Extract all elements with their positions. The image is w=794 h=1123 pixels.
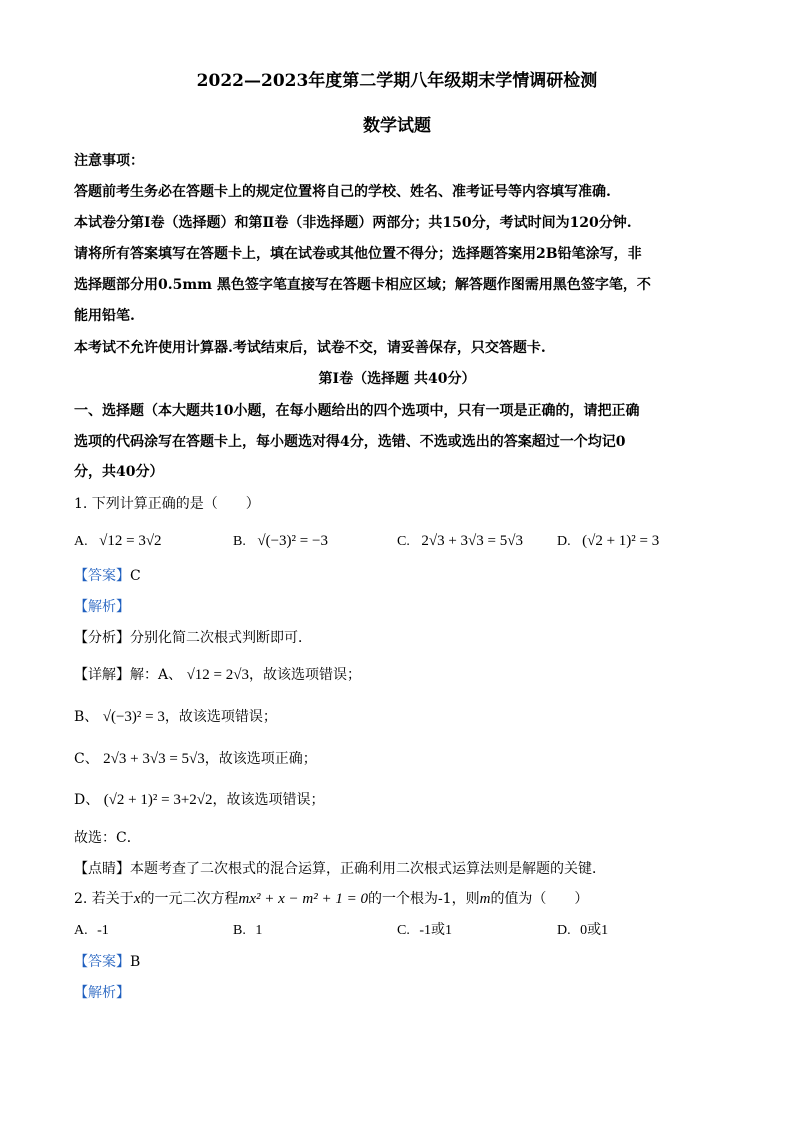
q2-option-a	[74, 922, 109, 940]
q1-option-b	[233, 532, 328, 551]
q1-detail-line-c	[74, 750, 317, 768]
q1-detail-line-d	[74, 791, 325, 809]
exam-title: 2022—2023年度第二学期八年级期末学情调研检测	[196, 71, 598, 91]
q2-option-d	[557, 922, 608, 940]
q1-detail-line-a	[74, 666, 361, 684]
q1-analysis-tag	[74, 598, 130, 616]
option-text: -1	[97, 923, 109, 938]
detail-pre: C、	[74, 751, 99, 767]
notice-heading: 注意事项：	[74, 153, 144, 169]
detail-post: ，故该选项正确；	[204, 751, 317, 767]
q2-stem-end: 的值为（ ）	[490, 891, 589, 907]
q2-stem-pre: 2. 若关于	[74, 891, 134, 907]
q2-var-m: m	[479, 891, 491, 907]
option-letter: D.	[557, 923, 571, 938]
option-expression: 2√3 + 3√3 = 5√3	[421, 533, 523, 549]
q2-analysis-tag	[74, 984, 130, 1002]
section-intro-line: 选项的代码涂写在答题卡上，每小题选对得4分，选错、不选或选出的答案超过一个均记0	[74, 434, 626, 450]
option-expression: √(−3)² = −3	[257, 533, 328, 549]
q1-detail-line-b	[74, 708, 277, 726]
q1-option-a	[74, 532, 162, 551]
q2-var-x: x	[133, 891, 141, 907]
option-letter: A.	[74, 923, 88, 938]
q1-option-d	[557, 532, 659, 551]
q2-stem-mid: 的一元二次方程	[140, 891, 239, 907]
fenxi-text: 分别化简二次根式判断即可．	[130, 630, 312, 646]
detail-pre: 解：A、	[130, 667, 183, 683]
q2-option-c	[397, 922, 452, 940]
detail-expression: 2√3 + 3√3 = 5√3	[103, 751, 205, 767]
q1-option-c	[397, 532, 523, 551]
dianjing-text: 本题考查了二次根式的混合运算，正确利用二次根式运算法则是解题的关键．	[130, 861, 606, 877]
answer-value: B	[130, 954, 141, 970]
option-text: -1或1	[419, 923, 453, 938]
exam-subtitle: 数学试题	[363, 116, 431, 136]
detail-expression: √(−3)² = 3	[102, 709, 165, 725]
option-expression: (√2 + 1)² = 3	[582, 533, 660, 549]
section-heading: 第Ⅰ卷（选择题 共40分）	[318, 371, 476, 387]
answer-value: C	[130, 568, 141, 584]
detail-pre: D、	[74, 792, 100, 808]
detail-post: ，故该选项错误；	[164, 709, 277, 725]
q2-equation: mx² + x − m² + 1 = 0	[238, 891, 368, 907]
option-letter: D.	[557, 534, 571, 549]
q1-fenxi	[74, 629, 312, 647]
analysis-tag: 【解析】	[74, 599, 130, 615]
option-expression: √12 = 3√2	[99, 533, 162, 549]
q2-option-b	[233, 922, 262, 940]
q2-stem	[74, 890, 588, 908]
detail-tag: 【详解】	[74, 667, 130, 683]
option-text: 1	[255, 923, 263, 938]
detail-expression: (√2 + 1)² = 3+2√2	[103, 792, 213, 808]
option-letter: C.	[397, 923, 410, 938]
q1-dianjing	[74, 860, 606, 878]
option-text: 0或1	[580, 923, 609, 938]
q1-stem: 1. 下列计算正确的是（ ）	[74, 496, 260, 512]
section-intro-line: 一、选择题（本大题共10小题，在每小题给出的四个选项中，只有一项是正确的，请把正确	[74, 403, 640, 419]
fenxi-tag: 【分析】	[74, 630, 130, 646]
notice-line: 选择题部分用0.5mm 黑色签字笔直接写在答题卡相应区域；解答题作图需用黑色签字笔，不	[74, 277, 651, 293]
q2-stem-post: 的一个根为-1，则	[367, 891, 480, 907]
detail-post: ，故该选项错误；	[249, 667, 362, 683]
notice-line: 能用铅笔.	[74, 308, 135, 324]
option-letter: B.	[233, 923, 246, 938]
notice-line: 本考试不允许使用计算器.考试结束后，试卷不交，请妥善保存，只交答题卡.	[74, 340, 546, 356]
option-letter: B.	[233, 534, 246, 549]
q1-answer	[74, 567, 141, 585]
notice-line: 本试卷分第Ⅰ卷（选择题）和第Ⅱ卷（非选择题）两部分；共150分，考试时间为120分钟.	[74, 215, 632, 231]
section-intro-line: 分，共40分）	[74, 464, 164, 480]
detail-expression: √12 = 2√3	[186, 667, 250, 683]
dianjing-tag: 【点睛】	[74, 861, 130, 877]
analysis-tag: 【解析】	[74, 985, 130, 1001]
notice-line: 答题前考生务必在答题卡上的规定位置将自己的学校、姓名、准考证号等内容填写准确.	[74, 184, 611, 200]
q2-answer	[74, 953, 140, 971]
detail-pre: B、	[74, 709, 99, 725]
answer-tag: 【答案】	[74, 568, 130, 584]
option-letter: A.	[74, 534, 88, 549]
option-letter: C.	[397, 534, 410, 549]
notice-line: 请将所有答案填写在答题卡上，填在试卷或其他位置不得分；选择题答案用2B铅笔涂写，非	[74, 246, 642, 262]
q1-choose: 故选：C．	[74, 830, 141, 846]
detail-post: ，故该选项错误；	[212, 792, 325, 808]
answer-tag: 【答案】	[74, 954, 130, 970]
